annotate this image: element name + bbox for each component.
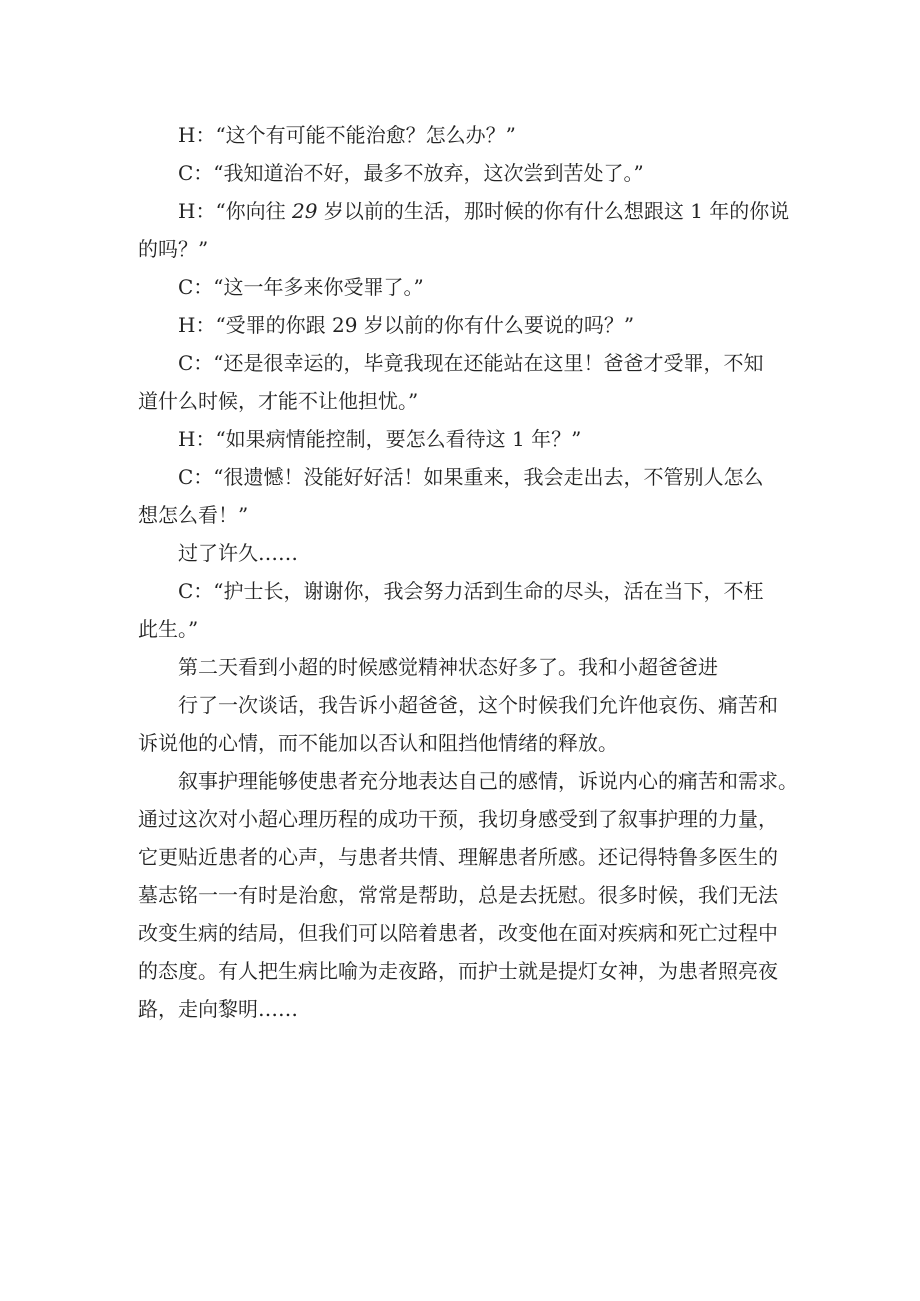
text-line-h-question-say: H：“受罪的你跟 29 岁以前的你有什么要说的吗？” <box>178 313 635 337</box>
text-line-h-question-control: H：“如果病情能控制，要怎么看待这 1 年？” <box>178 427 582 451</box>
text-line-continuation: 诉说他的心情，而不能加以否认和阻挡他情绪的释放。 <box>138 731 618 755</box>
text-line-narrative-nursing: 叙事护理能够使患者充分地表达自己的感情，诉说内心的痛苦和需求。 <box>178 769 798 793</box>
text-line-body: 墓志铭一一有时是治愈，常常是帮助，总是去抚慰。很多时候，我们无法 <box>138 883 778 907</box>
text-line-body: 改变生病的结局，但我们可以陪着患者，改变他在面对疾病和死亡过程中 <box>138 921 778 945</box>
text-line-pause: 过了许久…… <box>178 541 298 565</box>
text-line-c-lucky: C：“还是很幸运的，毕竟我现在还能站在这里！爸爸才受罪，不知 <box>178 351 764 375</box>
text-line-continuation: 的吗？” <box>138 237 209 261</box>
text-line-continuation: 想怎么看！” <box>138 503 249 527</box>
text-line-body: 通过这次对小超心理历程的成功干预，我切身感受到了叙事护理的力量， <box>138 807 778 831</box>
text-line-c-answer-no-cure: C：“我知道治不好，最多不放弃，这次尝到苦处了。” <box>178 161 644 185</box>
text-line-h-question-cure: H：“这个有可能不能治愈？怎么办？” <box>178 123 516 147</box>
italic-number: 29 <box>292 199 318 223</box>
text-line-next-day: 第二天看到小超的时候感觉精神状态好多了。我和小超爸爸进 <box>178 655 718 679</box>
text-line-continuation: 道什么时候，才能不让他担忧。” <box>138 389 419 413</box>
text-segment: 岁以前的生活，那时候的你有什么想跟这 1 年的你说 <box>317 199 790 223</box>
document-body <box>138 116 798 1028</box>
text-line-continuation: 此生。” <box>138 617 199 641</box>
text-line-c-suffered: C：“这一年多来你受罪了。” <box>178 275 424 299</box>
text-line-c-regret: C：“很遗憾！没能好好活！如果重来，我会走出去，不管别人怎么 <box>178 465 764 489</box>
text-line-h-question-29 <box>138 192 790 230</box>
text-line-conversation: 行了一次谈话，我告诉小超爸爸，这个时候我们允许他哀伤、痛苦和 <box>178 693 778 717</box>
text-line-body: 它更贴近患者的心声，与患者共情、理解患者所感。还记得特鲁多医生的 <box>138 845 778 869</box>
text-line-body: 路，走向黎明…… <box>138 997 298 1021</box>
text-line-c-thanks: C：“护士长，谢谢你，我会努力活到生命的尽头，活在当下，不枉 <box>178 579 764 603</box>
text-segment: H：“你向往 <box>178 199 293 223</box>
text-line-body: 的态度。有人把生病比喻为走夜路，而护士就是提灯女神，为患者照亮夜 <box>138 959 778 983</box>
